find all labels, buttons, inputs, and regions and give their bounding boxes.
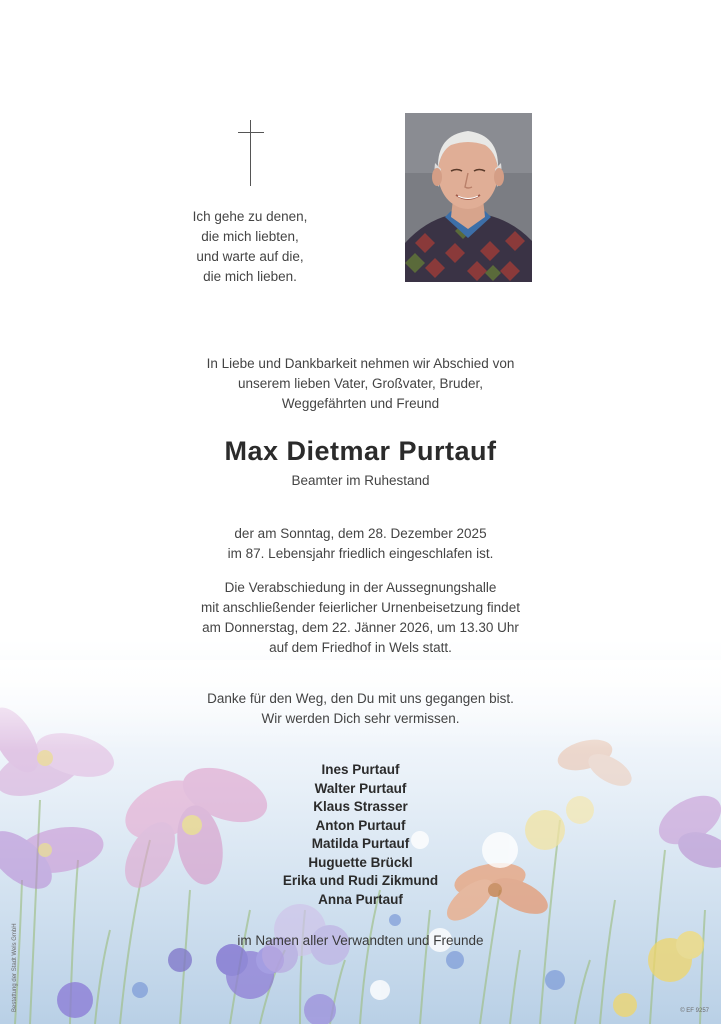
portrait-photo bbox=[405, 113, 532, 282]
cross-icon bbox=[238, 120, 264, 186]
poem-line: und warte auf die, bbox=[196, 249, 304, 264]
death-notice bbox=[80, 524, 641, 564]
death-notice-line: der am Sonntag, dem 28. Dezember 2025 bbox=[234, 526, 487, 541]
poem-line: die mich liebten, bbox=[201, 229, 299, 244]
intro-line: unserem lieben Vater, Großvater, Bruder, bbox=[237, 376, 484, 391]
poem bbox=[165, 207, 335, 287]
mourner-name: Ines Purtauf bbox=[321, 762, 400, 777]
thanks-line: Wir werden Dich sehr vermissen. bbox=[261, 711, 460, 726]
mourner-name: Huguette Brückl bbox=[308, 854, 413, 870]
mourners-list bbox=[200, 761, 521, 909]
mourner-name: Anna Purtauf bbox=[318, 891, 403, 907]
intro-text bbox=[100, 354, 621, 414]
ceremony-line: am Donnerstag, dem 22. Jänner 2026, um 13.30 Uhr bbox=[202, 620, 519, 635]
mourner-name: Walter Purtauf bbox=[314, 780, 407, 796]
poem-line: Ich gehe zu denen, bbox=[192, 209, 308, 224]
ceremony-line: Die Verabschiedung in der Aussegnungshalle bbox=[224, 580, 497, 595]
poem-line: die mich lieben. bbox=[203, 269, 297, 284]
mourner-name: Erika und Rudi Zikmund bbox=[282, 873, 439, 888]
ceremony-details bbox=[80, 578, 641, 658]
mourner-name: Matilda Purtauf bbox=[311, 836, 410, 851]
ceremony-line: auf dem Friedhof in Wels statt. bbox=[269, 640, 452, 655]
ceremony-line: mit anschließender feierlicher Urnenbeisetzung findet bbox=[201, 600, 520, 615]
footer-text: im Namen aller Verwandten und Freunde bbox=[237, 933, 484, 948]
deceased-name: Max Dietmar Purtauf bbox=[224, 436, 497, 466]
mourner-name: Klaus Strasser bbox=[313, 799, 408, 814]
intro-line: In Liebe und Dankbarkeit nehmen wir Abschied von bbox=[206, 356, 515, 371]
thanks-line: Danke für den Weg, den Du mit uns gegangen bist. bbox=[207, 691, 514, 706]
imprint-code: © EF 9257 bbox=[680, 1008, 709, 1014]
deceased-title: Beamter im Ruhestand bbox=[291, 473, 430, 488]
mourner-name: Anton Purtauf bbox=[315, 817, 406, 833]
thanks-text bbox=[80, 689, 641, 729]
intro-line: Weggefährten und Freund bbox=[281, 396, 440, 411]
death-notice-line: im 87. Lebensjahr friedlich eingeschlafen ist. bbox=[227, 546, 494, 561]
imprint-side-text: Bestattung der Stadt Wels GmbH bbox=[12, 923, 18, 1012]
